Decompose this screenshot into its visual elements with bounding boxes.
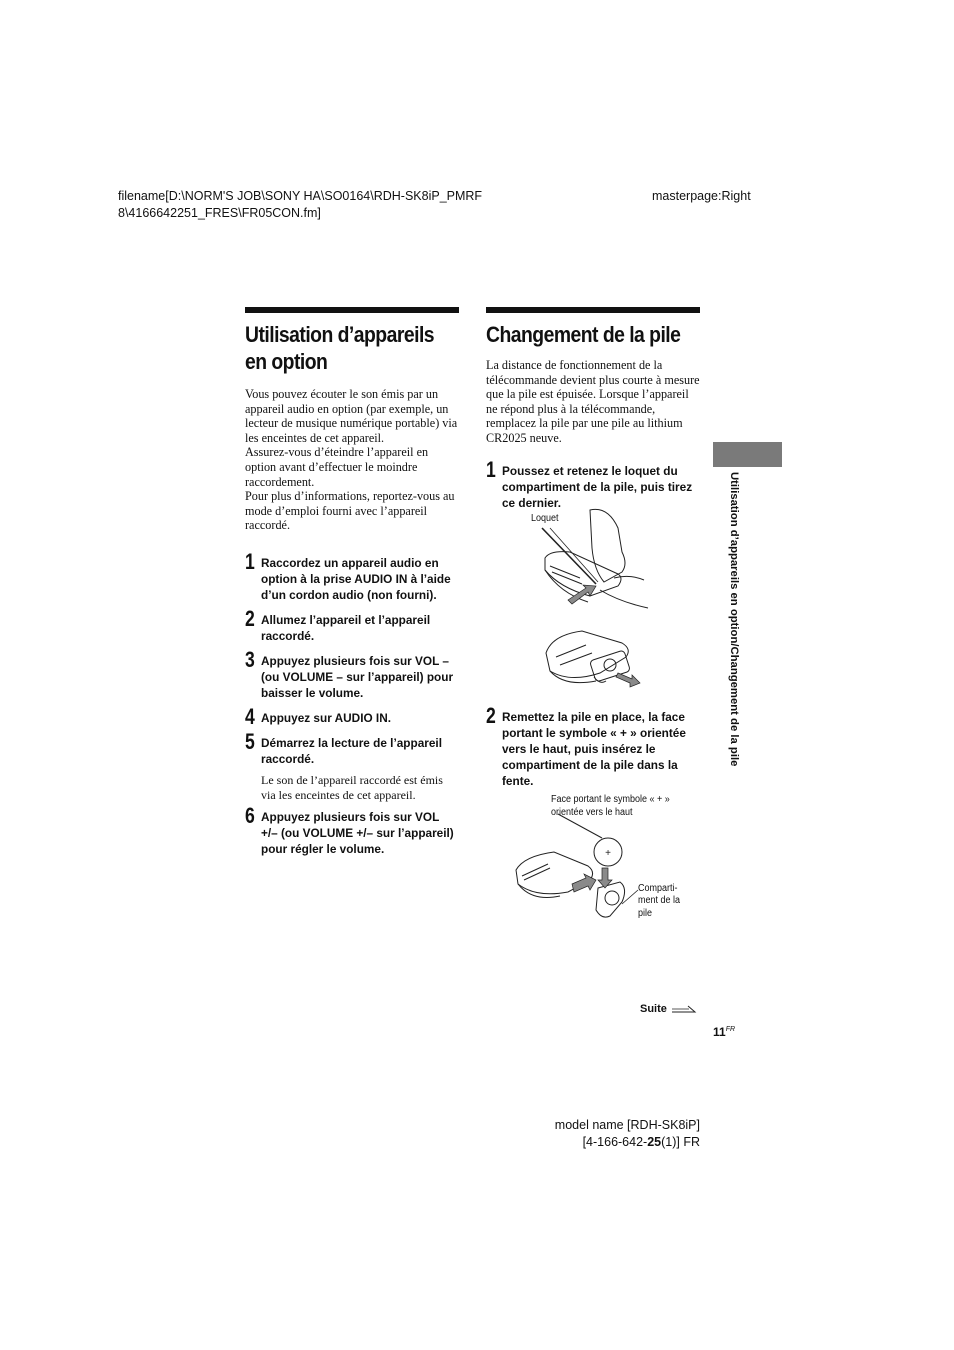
left-section	[245, 307, 459, 857]
step-number: 1	[486, 456, 496, 482]
section-rule	[245, 307, 459, 313]
plus-symbol: +	[605, 848, 611, 859]
step-number: 6	[245, 802, 255, 828]
step-6	[245, 802, 459, 857]
right-section	[486, 307, 700, 511]
part-number: [4-166-642-25(1)] FR	[582, 1135, 700, 1149]
step-text: Poussez et retenez le loquet du compartiment de la pile, puis tirez ce dernier.	[502, 463, 693, 510]
battery-step-1	[486, 456, 700, 511]
latch-figure	[530, 508, 660, 618]
compartment-pull-illustration	[540, 625, 650, 695]
continued-indicator	[640, 1003, 697, 1015]
battery-intro-paragraph: La distance de fonctionnement de la télécommande devient plus courte à mesure que la pile est épuisée. Lorsque l’appareil ne répond plus à la télécommande, remplacez la pile par une pile au lithium CR2025 neuve.	[486, 358, 700, 445]
suite-label: Suite	[640, 1003, 667, 1015]
section-title-optional-devices: Utilisation d’appareils en option	[245, 322, 435, 374]
insert-battery-figure	[510, 792, 710, 927]
model-footer	[555, 1117, 700, 1151]
page-number	[713, 1025, 735, 1039]
step-number: 5	[245, 728, 255, 754]
pull-compartment-figure	[540, 625, 650, 695]
step-5-note: Le son de l’appareil raccordé est émis via les enceintes de cet appareil.	[261, 772, 443, 802]
step-text: Démarrez la lecture de l’appareil raccordé.	[261, 735, 442, 766]
battery-step-2	[486, 703, 700, 789]
filename-line-1: filename[D:\NORM'S JOB\SONY HA\SO0164\RDH-SK8iP_PMRF	[118, 189, 483, 203]
intro-paragraph-1: Vous pouvez écouter le son émis par un appareil audio en option (par exemple, un lecteur de musique numérique portable) via les enceintes de cet appareil.	[245, 387, 458, 445]
filename-header	[118, 188, 482, 222]
remote-latch-illustration	[530, 508, 660, 618]
step-number: 4	[245, 703, 255, 729]
intro-paragraph-3: Pour plus d’informations, reportez-vous au mode d’emploi fourni avec l’appareil raccordé.	[245, 489, 455, 533]
model-name: model name [RDH-SK8iP]	[554, 1118, 700, 1132]
page-number-value: 11	[713, 1025, 726, 1039]
battery-insert-illustration	[510, 792, 710, 927]
step-1	[245, 548, 459, 603]
section-rule	[486, 307, 700, 313]
step-number: 2	[486, 703, 496, 728]
step-text: Appuyez sur AUDIO IN.	[261, 710, 391, 725]
intro-paragraph-2: Assurez-vous d’éteindre l’appareil en option avant d’effectuer le moindre raccordement.	[245, 445, 429, 489]
filename-line-2: 8\4166642251_FRES\FR05CON.fm]	[118, 206, 321, 220]
compartment-label-1: Comparti-	[638, 883, 678, 894]
step-4	[245, 703, 459, 729]
step-2	[245, 605, 459, 644]
step-3	[245, 646, 459, 701]
battery-side-up-label-1: Face portant le symbole « + »	[551, 794, 670, 805]
side-tab-marker	[713, 442, 782, 467]
step-text: Appuyez plusieurs fois sur VOL – (ou VOLUME – sur l’appareil) pour baisser le volume.	[261, 653, 454, 700]
step-5	[245, 728, 459, 767]
step-text: Allumez l’appareil et l’appareil raccordé.	[261, 612, 431, 643]
compartment-label-3: pile	[638, 908, 653, 919]
latch-label: Loquet	[531, 513, 559, 524]
battery-step-2-block	[486, 700, 700, 789]
step-text: Raccordez un appareil audio en option à la prise AUDIO IN à l’aide d’un cordon audio (non fourni).	[261, 555, 451, 602]
step-number: 2	[245, 605, 255, 631]
page-language: FR	[725, 1026, 736, 1033]
step-text: Appuyez plusieurs fois sur VOL +/– (ou VOLUME +/– sur l’appareil) pour régler le volume.	[261, 809, 454, 856]
battery-side-up-label-2: orientée vers le haut	[551, 807, 633, 818]
masterpage-label: masterpage:Right	[652, 189, 751, 203]
side-tab-text: Utilisation d’appareils en option/Changement de la pile	[728, 472, 740, 767]
step-number: 3	[245, 646, 255, 672]
arrow-right-icon	[671, 1004, 697, 1014]
step-text: Remettez la pile en place, la face portant le symbole « + » orientée vers le haut, puis insérez le compartiment de la pile dans la fente.	[502, 710, 686, 788]
section-title-battery-change: Changement de la pile	[486, 322, 681, 347]
step-number: 1	[245, 548, 255, 574]
compartment-label-2: ment de la	[638, 895, 681, 906]
